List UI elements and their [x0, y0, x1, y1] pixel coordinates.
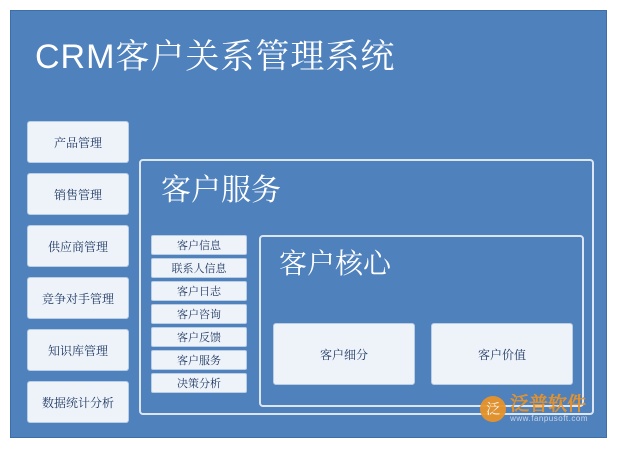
module-item-sales[interactable]	[27, 173, 129, 215]
service-item-customer-service[interactable]	[151, 350, 247, 370]
module-item-label: 知识库管理	[47, 343, 108, 358]
customer-core-sub-list	[273, 323, 573, 385]
module-item-label: 竞争对手管理	[41, 291, 114, 306]
core-sub-value[interactable]	[431, 323, 573, 385]
crm-main-panel	[10, 10, 607, 438]
module-item-statistics[interactable]	[27, 381, 129, 423]
service-item-label: 客户信息	[177, 240, 221, 252]
core-sub-label: 客户价值	[477, 347, 526, 362]
module-item-label: 数据统计分析	[41, 395, 114, 410]
service-item-label: 决策分析	[177, 378, 221, 390]
module-item-label: 销售管理	[53, 187, 102, 202]
customer-service-title: 客户服务	[161, 174, 281, 207]
watermark-brand: 泛普软件	[510, 393, 587, 415]
watermark	[480, 395, 588, 423]
service-item-label: 客户反馈	[177, 332, 221, 344]
watermark-text	[510, 395, 588, 423]
module-item-supplier[interactable]	[27, 225, 129, 267]
service-item-label: 客户咨询	[177, 309, 221, 321]
customer-service-item-list	[151, 235, 247, 396]
core-sub-label: 客户细分	[319, 347, 368, 362]
service-item-customer-info[interactable]	[151, 235, 247, 255]
service-item-decision-analysis[interactable]	[151, 373, 247, 393]
module-item-label: 产品管理	[53, 135, 102, 150]
service-item-contact-info[interactable]	[151, 258, 247, 278]
module-item-label: 供应商管理	[47, 239, 108, 254]
service-item-customer-consult[interactable]	[151, 304, 247, 324]
page-title: CRM客户关系管理系统	[35, 38, 396, 76]
watermark-url: www.fanpusoft.com	[510, 413, 588, 423]
service-item-label: 联系人信息	[171, 263, 227, 275]
module-list	[27, 121, 129, 433]
core-sub-segmentation[interactable]	[273, 323, 415, 385]
service-item-customer-log[interactable]	[151, 281, 247, 301]
module-item-competitor[interactable]	[27, 277, 129, 319]
service-item-label: 客户日志	[177, 286, 221, 298]
module-item-product[interactable]	[27, 121, 129, 163]
service-item-label: 客户服务	[177, 355, 221, 367]
brand-logo-icon: 泛	[480, 396, 506, 422]
service-item-customer-feedback[interactable]	[151, 327, 247, 347]
module-item-knowledge[interactable]	[27, 329, 129, 371]
customer-core-title: 客户核心	[279, 248, 392, 279]
